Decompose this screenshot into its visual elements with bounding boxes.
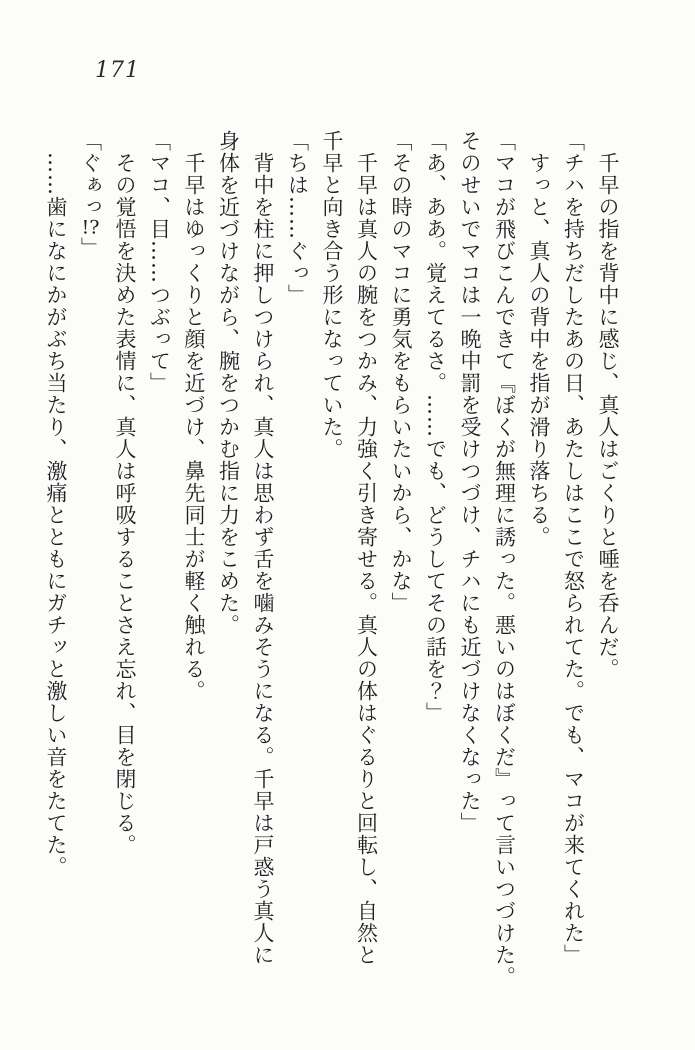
dialogue-text: 」 xyxy=(78,237,103,259)
text-column: 「ちは……ぐっ」 xyxy=(285,130,310,306)
text-column: 「マコ、目……つぶって」 xyxy=(147,130,172,394)
tatechuyoko-exclamation: !? xyxy=(81,218,100,237)
text-block xyxy=(39,130,626,1032)
text-column: 「マコが飛びこんできて『ぼくが無理に誘った。悪いのはぼくだ』って言いつづけた。 xyxy=(492,130,517,988)
text-column: 千早は真人の腕をつかみ、力強く引き寄せる。真人の体はぐるりと回転し、自然と xyxy=(354,130,379,966)
text-column: 背中を柱に押しつけられ、真人は思わず舌を噛みそうになる。千早は戸惑う真人に xyxy=(251,130,275,966)
text-column: 「あ、ああ。覚えてるさ。……でも、どうしてその話を？」 xyxy=(423,130,448,724)
text-column: ……歯になにかがぶち当たり、激痛とともにガチッと激しい音をたてた。 xyxy=(44,130,68,878)
dialogue-text: 「ぐぁっ xyxy=(78,130,103,218)
text-column: すっと、真人の背中を指が滑り落ちる。 xyxy=(527,130,551,548)
text-column: その覚悟を決めた表情に、真人は呼吸することさえ忘れ、目を閉じる。 xyxy=(113,130,137,856)
text-column xyxy=(73,130,108,1032)
text-column: 身体を近づけながら、腕をつかむ指に力をこめた。 xyxy=(216,130,241,636)
text-column: 千早はゆっくりと顔を近づけ、鼻先同士が軽く触れる。 xyxy=(182,130,206,702)
page-number: 171 xyxy=(95,58,140,83)
text-column: 千早の指を背中に感じ、真人はごくりと唾を呑んだ。 xyxy=(596,130,620,680)
text-column: そのせいでマコは一晩中罰を受けつづけ、チハにも近づけなくなった」 xyxy=(458,130,482,834)
text-column: 「その時のマコに勇気をもらいたいから、かな」 xyxy=(389,130,413,614)
text-column: 千早と向き合う形になっていた。 xyxy=(320,130,344,460)
text-column: 「チハを持ちだしたあの日、あたしはここで怒られてた。でも、マコが来てくれた」 xyxy=(561,130,586,966)
